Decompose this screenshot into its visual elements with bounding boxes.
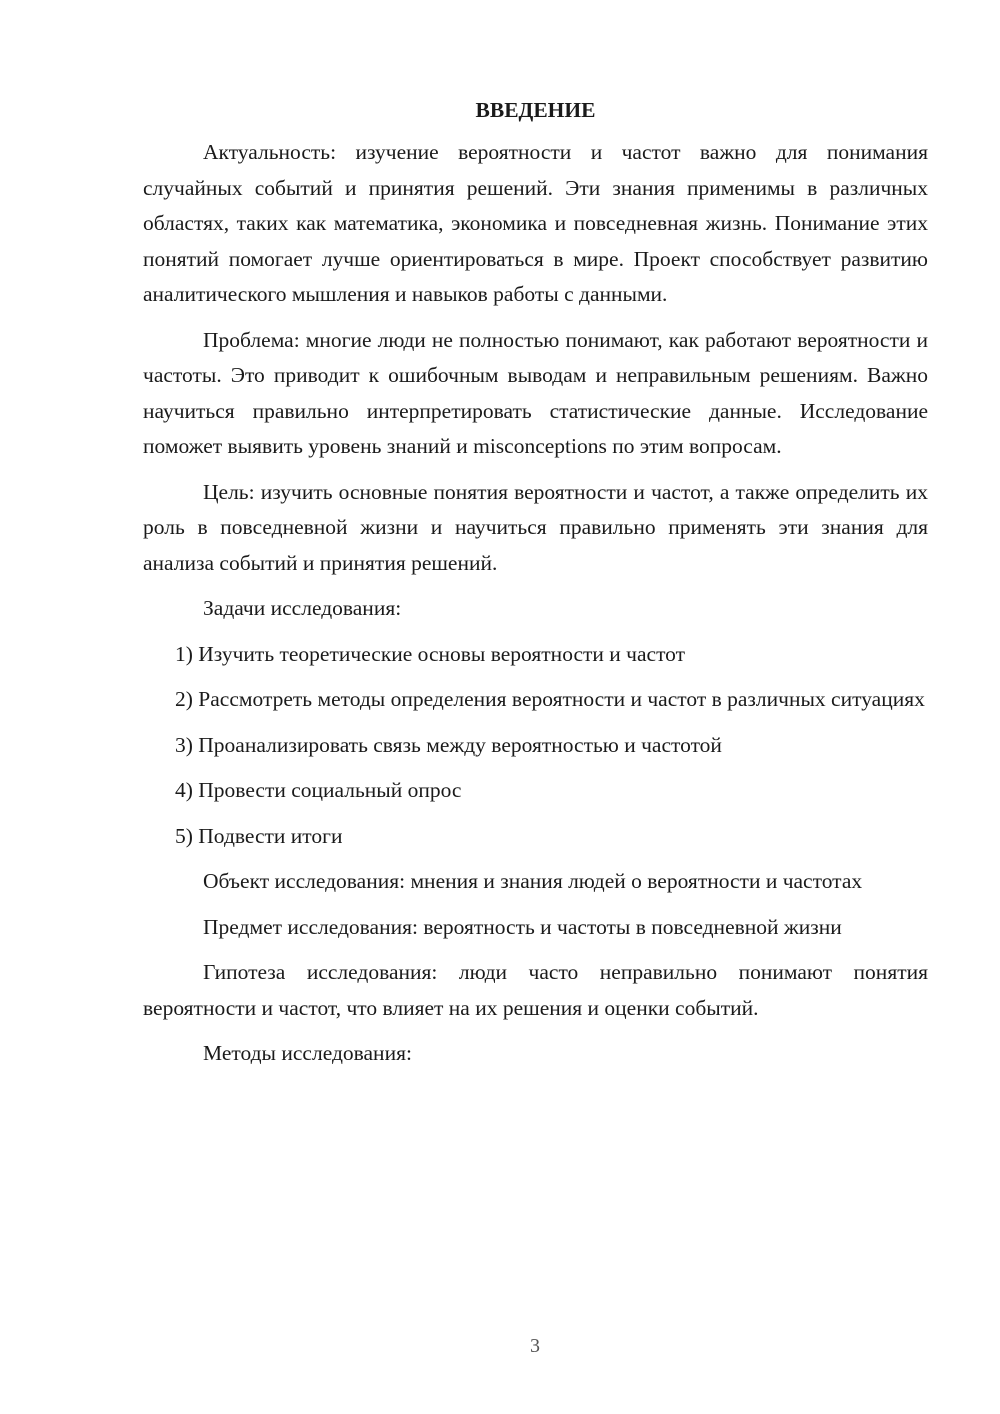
list-item: 1) Изучить теоретические основы вероятности и частот bbox=[175, 641, 686, 666]
list-item: 4) Провести социальный опрос bbox=[175, 778, 462, 802]
problem-paragraph: Проблема: многие люди не полностью понимают, как работают вероятности и частоты. Это приводит к ошибочным выводам и неправильным решениям. Важно научиться правильно интерпретировать статистические данные. Исследование поможет выявить уровень знаний и misconceptions по этим вопросам. bbox=[143, 327, 928, 458]
page-title: ВВЕДЕНИЕ bbox=[475, 98, 596, 122]
document-page bbox=[143, 90, 928, 1072]
page-number: 3 bbox=[530, 1335, 540, 1357]
list-item: 5) Подвести итоги bbox=[175, 823, 343, 848]
methods-heading: Методы исследования: bbox=[203, 1041, 412, 1065]
object-paragraph: Объект исследования: мнения и знания людей о вероятности и частотах bbox=[203, 869, 863, 893]
subject-paragraph: Предмет исследования: вероятность и частоты в повседневной жизни bbox=[203, 914, 842, 939]
list-item: 3) Проанализировать связь между вероятностью и частотой bbox=[175, 732, 722, 757]
relevance-paragraph: Актуальность: изучение вероятности и частот важно для понимания случайных событий и принятия решений. Эти знания применимы в различных областях, таких как математика, экономика и повседневная жизнь. Понимание этих понятий помогает лучше ориентироваться в мире. Проект способствует развитию аналитического мышления и навыков работы с данными. bbox=[143, 140, 928, 306]
hypothesis-paragraph: Гипотеза исследования: люди часто неправильно понимают понятия вероятности и частот, что влияет на их решения и оценки событий. bbox=[143, 960, 928, 1020]
list-item: 2) Рассмотреть методы определения вероятности и частот в различных ситуациях bbox=[175, 687, 925, 711]
tasks-heading: Задачи исследования: bbox=[203, 596, 402, 620]
goal-paragraph: Цель: изучить основные понятия вероятности и частот, а также определить их роль в повседневной жизни и научиться правильно применять эти знания для анализа событий и принятия решений. bbox=[143, 479, 928, 575]
